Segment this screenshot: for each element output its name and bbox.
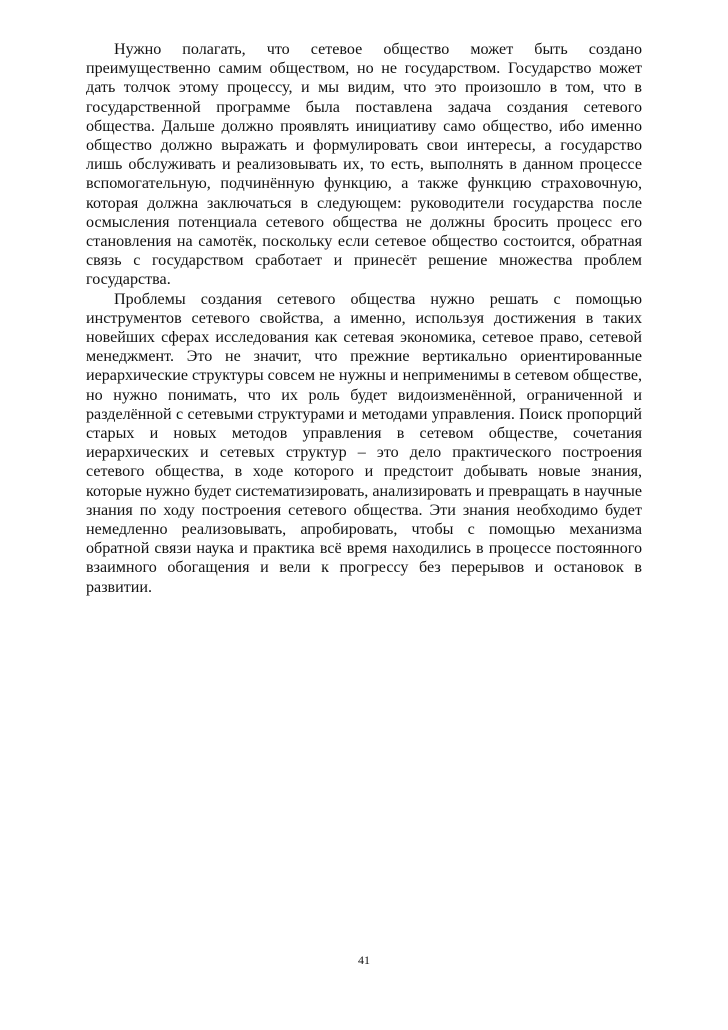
page-number: 41 [358,953,370,967]
paragraph-2: Проблемы создания сетевого общества нужно решать с помощью инструментов сетевого свойства, а именно, используя достижения в таких новейших сферах исследования как сетевая экономика, сетевое право, сетевой менеджмент. Это не значит, что прежние вертикально ориентированные иерархические структуры совсем не нужны и неприменимы в сетевом обществе, но нужно понимать, что их роль будет видоизменённой, ограниченной и разделённой с сетевыми структурами и методами управления. Поиск пропорций старых и новых методов управления в сетевом обществе, сочетания иерархических и сетевых структур – это дело практического построения сетевого общества, в ходе которого и предстоит добывать новые знания, которые нужно будет систематизировать, анализировать и превращать в научные знания по ходу построения сетевого общества. Эти знания необходимо будет немедленно реализовывать, апробировать, чтобы с помощью механизма обратной связи наука и практика всё время находились в процессе постоянного взаимного обогащения и вели к прогрессу без перерывов и остановок в развитии. [86,290,642,596]
body-text [86,40,642,597]
paragraph-1: Нужно полагать, что сетевое общество может быть создано преимущественно самим обществом, но не государством. Государство может дать толчок этому процессу, и мы видим, что это произошло в том, что в государственной программе была поставлена задача создания сетевого общества. Дальше должно проявлять инициативу само общество, ибо именно общество должно выражать и формулировать свои интересы, а государство лишь обслуживать и реализовывать их, то есть, выполнять в данном процессе вспомогательную, подчинённую функцию, а также функцию страховочную, которая должна заключаться в следующем: руководители государства после осмысления потенциала сетевого общества не должны бросить процесс его становления на самотёк, поскольку если сетевое общество состоится, обратная связь с государством сработает и принесёт решение множества проблем государства. [86,41,642,289]
